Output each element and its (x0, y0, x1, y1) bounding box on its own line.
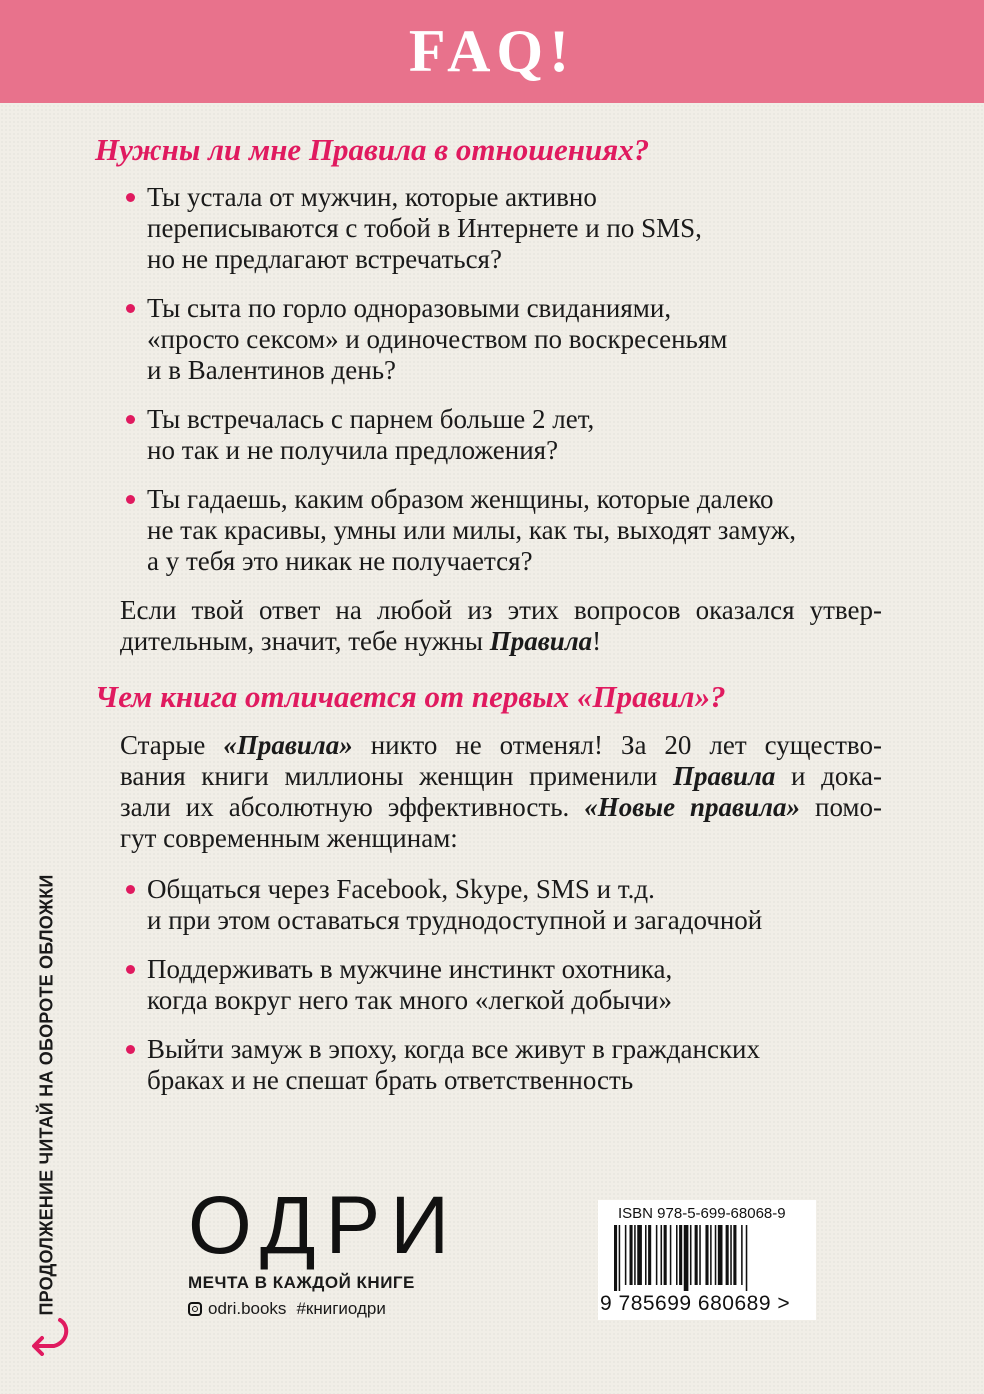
list-item-line: и в Валентинов день? (147, 355, 396, 386)
paragraph-line (120, 626, 882, 657)
barcode-bar (705, 1225, 708, 1285)
barcode-bar (614, 1225, 617, 1291)
paragraph-line: Если твой ответ на любой из этих вопросов оказался утвер- (120, 595, 882, 626)
list-item (95, 404, 895, 466)
list-item-line: но так и не получила предложения? (147, 435, 559, 466)
barcode (598, 1200, 816, 1320)
list-item-line: Ты сыта по горло одноразовыми свиданиями, (147, 293, 672, 324)
list-item-line: и при этом оставаться труднодоступной и загадочной (147, 904, 763, 935)
list-item-line: а у тебя это никак не получается? (147, 546, 533, 577)
list-item (95, 484, 895, 577)
list-item-line: Ты гадаешь, каким образом женщины, которые далеко (147, 484, 774, 515)
bullet-icon (126, 304, 135, 313)
barcode-bar (684, 1225, 689, 1291)
list-item-line: Поддерживать в мужчине инстинкт охотника, (147, 953, 673, 984)
bullet-icon (126, 495, 135, 504)
barcode-bar (645, 1225, 647, 1285)
bullet-icon (126, 1045, 135, 1054)
paragraph-line: гут современным женщинам: (120, 822, 458, 853)
barcode-bar (710, 1225, 712, 1285)
paragraph-line (120, 730, 882, 761)
list-item-line: когда вокруг него так много «легкой добычи» (147, 984, 672, 1015)
barcode-bar (695, 1225, 698, 1285)
section2-bullet-list (95, 874, 895, 1096)
barcode-bars-icon (612, 1225, 804, 1291)
main-content (95, 130, 895, 1114)
barcode-bar (690, 1225, 692, 1285)
barcode-bar (664, 1225, 667, 1285)
header-banner (0, 0, 984, 103)
instagram-icon (188, 1302, 202, 1316)
section1-conclusion (120, 595, 882, 657)
list-item (95, 182, 895, 275)
list-item (95, 293, 895, 386)
barcode-bar (730, 1225, 732, 1285)
text-run: никто не отменял! За 20 лет существо- (352, 729, 882, 760)
bullet-icon (126, 415, 135, 424)
list-item (95, 874, 895, 936)
isbn-number: ISBN 978-5-699-68068-9 (618, 1205, 786, 1222)
barcode-bar (630, 1225, 633, 1285)
bullet-icon (126, 885, 135, 894)
return-arrow-icon (26, 1316, 72, 1356)
paragraph-line (120, 792, 882, 823)
social-handle: odri.books (208, 1299, 287, 1318)
text-run: вания книги миллионы женщин применили (120, 760, 673, 791)
barcode-bar (619, 1225, 621, 1291)
list-item (95, 954, 895, 1016)
text-run: Старые (120, 729, 224, 760)
list-item (95, 1034, 895, 1096)
section2-heading: Чем книга отличается от первых «Правил»? (95, 679, 726, 715)
emphasis-rules: Правила (672, 760, 776, 791)
list-item-line: Ты встречалась с парнем больше 2 лет, (147, 404, 595, 435)
barcode-bar (625, 1225, 627, 1285)
emphasis-new-rules: «Новые правила» (584, 791, 800, 822)
barcode-bar (741, 1225, 743, 1285)
list-item-line: но не предлагают встречаться? (147, 244, 502, 275)
text-run: зали их абсолютную эффективность. (120, 791, 585, 822)
logo-name: ОДРИ (188, 1180, 460, 1271)
barcode-bar (718, 1225, 723, 1285)
section1-bullet-list (95, 182, 895, 577)
paragraph-line (120, 761, 882, 792)
vertical-sidebar (22, 874, 72, 1316)
list-item-line: Ты устала от мужчин, которые активно (147, 182, 597, 213)
barcode-bar (637, 1225, 642, 1285)
text-run: помо- (800, 791, 883, 822)
logo-tagline: МЕЧТА В КАЖДОЙ КНИГЕ (188, 1273, 415, 1292)
list-item-line: Выйти замуж в эпоху, когда все живут в гражданских (147, 1033, 761, 1064)
bullet-icon (126, 965, 135, 974)
list-item-line: переписываются с тобой в Интернете и по SMS, (147, 213, 702, 244)
barcode-bar (661, 1225, 663, 1285)
list-item-line: Общаться через Facebook, Skype, SMS и т.д. (147, 873, 655, 904)
publisher-logo (188, 1180, 460, 1319)
continue-reading-note: ПРОДОЛЖЕНИЕ ЧИТАЙ НА ОБОРОТЕ ОБЛОЖКИ (36, 874, 57, 1316)
emphasis-rules: Правила (489, 626, 593, 657)
text-run: и дока- (775, 760, 882, 791)
barcode-bar (634, 1225, 636, 1285)
text-run: ! (592, 626, 602, 657)
barcode-bar (648, 1225, 651, 1285)
text-run: дительным, значит, тебе нужны (120, 626, 490, 657)
section2-intro (120, 730, 882, 854)
barcode-bar (670, 1225, 672, 1285)
social-line (188, 1299, 448, 1319)
barcode-bar (676, 1225, 678, 1285)
social-hashtag: #книгиодри (296, 1299, 386, 1318)
section1-heading: Нужны ли мне Правила в отношениях? (95, 132, 650, 167)
emphasis-old-rules: «Правила» (223, 729, 353, 760)
page-title: FAQ! (408, 18, 576, 84)
barcode-bar (726, 1225, 729, 1285)
barcode-bar (679, 1225, 682, 1285)
barcode-bar (715, 1225, 717, 1285)
bullet-icon (126, 193, 135, 202)
barcode-bar (656, 1225, 658, 1285)
list-item-line: «просто сексом» и одиночеством по воскресеньям (147, 324, 728, 355)
list-item-line: не так красивы, умны или милы, как ты, выходят замуж, (147, 515, 797, 546)
barcode-digits: 9 785699 680689 > (600, 1292, 791, 1315)
barcode-bar (699, 1225, 701, 1285)
list-item-line: браках и не спешат брать ответственность (147, 1064, 634, 1095)
barcode-bar (746, 1225, 748, 1291)
barcode-bar (733, 1225, 736, 1285)
